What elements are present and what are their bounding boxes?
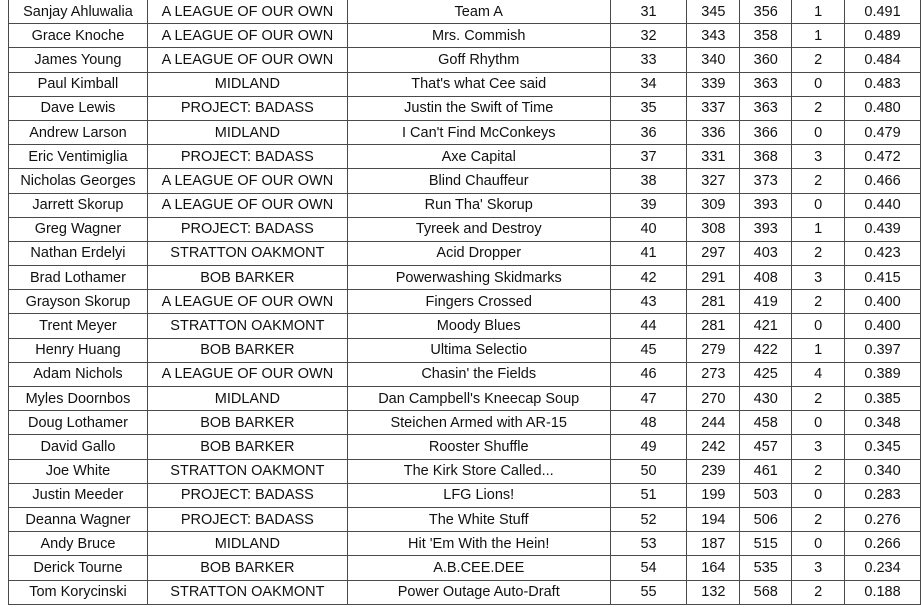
losses-cell: 373 bbox=[740, 169, 792, 193]
table-row bbox=[9, 483, 921, 507]
player-name-cell: Trent Meyer bbox=[9, 314, 148, 338]
losses-cell: 393 bbox=[740, 217, 792, 241]
win-pct-cell: 0.188 bbox=[845, 580, 921, 604]
rank-cell: 40 bbox=[610, 217, 687, 241]
team-name-cell: Justin the Swift of Time bbox=[347, 96, 610, 120]
losses-cell: 360 bbox=[740, 48, 792, 72]
rank-cell: 42 bbox=[610, 266, 687, 290]
league-name-cell: MIDLAND bbox=[147, 387, 347, 411]
win-pct-cell: 0.423 bbox=[845, 241, 921, 265]
win-pct-cell: 0.484 bbox=[845, 48, 921, 72]
player-name-cell: Nathan Erdelyi bbox=[9, 241, 148, 265]
player-name-cell: Brad Lothamer bbox=[9, 266, 148, 290]
league-name-cell: A LEAGUE OF OUR OWN bbox=[147, 169, 347, 193]
ties-cell: 3 bbox=[792, 556, 845, 580]
rank-cell: 44 bbox=[610, 314, 687, 338]
rank-cell: 31 bbox=[610, 0, 687, 24]
win-pct-cell: 0.400 bbox=[845, 290, 921, 314]
win-pct-cell: 0.415 bbox=[845, 266, 921, 290]
rank-cell: 39 bbox=[610, 193, 687, 217]
rank-cell: 45 bbox=[610, 338, 687, 362]
rank-cell: 41 bbox=[610, 241, 687, 265]
league-name-cell: MIDLAND bbox=[147, 120, 347, 144]
rank-cell: 49 bbox=[610, 435, 687, 459]
wins-cell: 297 bbox=[687, 241, 740, 265]
league-name-cell: MIDLAND bbox=[147, 532, 347, 556]
wins-cell: 308 bbox=[687, 217, 740, 241]
player-name-cell: Sanjay Ahluwalia bbox=[9, 0, 148, 24]
wins-cell: 187 bbox=[687, 532, 740, 556]
player-name-cell: Henry Huang bbox=[9, 338, 148, 362]
win-pct-cell: 0.397 bbox=[845, 338, 921, 362]
ties-cell: 0 bbox=[792, 120, 845, 144]
table-row bbox=[9, 120, 921, 144]
table-row bbox=[9, 169, 921, 193]
table-row bbox=[9, 435, 921, 459]
losses-cell: 366 bbox=[740, 120, 792, 144]
league-name-cell: PROJECT: BADASS bbox=[147, 507, 347, 531]
team-name-cell: Fingers Crossed bbox=[347, 290, 610, 314]
losses-cell: 535 bbox=[740, 556, 792, 580]
league-name-cell: STRATTON OAKMONT bbox=[147, 580, 347, 604]
player-name-cell: Myles Doornbos bbox=[9, 387, 148, 411]
ties-cell: 0 bbox=[792, 193, 845, 217]
wins-cell: 194 bbox=[687, 507, 740, 531]
team-name-cell: Ultima Selectio bbox=[347, 338, 610, 362]
ties-cell: 0 bbox=[792, 72, 845, 96]
win-pct-cell: 0.276 bbox=[845, 507, 921, 531]
losses-cell: 422 bbox=[740, 338, 792, 362]
ties-cell: 2 bbox=[792, 96, 845, 120]
table-row bbox=[9, 193, 921, 217]
player-name-cell: Adam Nichols bbox=[9, 362, 148, 386]
league-name-cell: BOB BARKER bbox=[147, 266, 347, 290]
table-row bbox=[9, 314, 921, 338]
league-name-cell: A LEAGUE OF OUR OWN bbox=[147, 24, 347, 48]
losses-cell: 403 bbox=[740, 241, 792, 265]
wins-cell: 281 bbox=[687, 314, 740, 338]
wins-cell: 340 bbox=[687, 48, 740, 72]
ties-cell: 0 bbox=[792, 532, 845, 556]
ties-cell: 1 bbox=[792, 24, 845, 48]
player-name-cell: Andy Bruce bbox=[9, 532, 148, 556]
team-name-cell: The Kirk Store Called... bbox=[347, 459, 610, 483]
win-pct-cell: 0.385 bbox=[845, 387, 921, 411]
player-name-cell: Grace Knoche bbox=[9, 24, 148, 48]
losses-cell: 419 bbox=[740, 290, 792, 314]
league-name-cell: STRATTON OAKMONT bbox=[147, 459, 347, 483]
ties-cell: 0 bbox=[792, 483, 845, 507]
wins-cell: 199 bbox=[687, 483, 740, 507]
win-pct-cell: 0.345 bbox=[845, 435, 921, 459]
team-name-cell: Mrs. Commish bbox=[347, 24, 610, 48]
losses-cell: 458 bbox=[740, 411, 792, 435]
wins-cell: 343 bbox=[687, 24, 740, 48]
losses-cell: 368 bbox=[740, 145, 792, 169]
wins-cell: 339 bbox=[687, 72, 740, 96]
wins-cell: 242 bbox=[687, 435, 740, 459]
table-row bbox=[9, 556, 921, 580]
team-name-cell: Power Outage Auto-Draft bbox=[347, 580, 610, 604]
win-pct-cell: 0.472 bbox=[845, 145, 921, 169]
table-row bbox=[9, 362, 921, 386]
player-name-cell: Deanna Wagner bbox=[9, 507, 148, 531]
table-row bbox=[9, 387, 921, 411]
win-pct-cell: 0.466 bbox=[845, 169, 921, 193]
team-name-cell: I Can't Find McConkeys bbox=[347, 120, 610, 144]
ties-cell: 2 bbox=[792, 48, 845, 72]
ties-cell: 0 bbox=[792, 411, 845, 435]
wins-cell: 327 bbox=[687, 169, 740, 193]
ties-cell: 4 bbox=[792, 362, 845, 386]
table-row bbox=[9, 96, 921, 120]
player-name-cell: Greg Wagner bbox=[9, 217, 148, 241]
league-name-cell: A LEAGUE OF OUR OWN bbox=[147, 362, 347, 386]
rank-cell: 48 bbox=[610, 411, 687, 435]
team-name-cell: Team A bbox=[347, 0, 610, 24]
losses-cell: 568 bbox=[740, 580, 792, 604]
team-name-cell: LFG Lions! bbox=[347, 483, 610, 507]
ties-cell: 2 bbox=[792, 387, 845, 411]
win-pct-cell: 0.439 bbox=[845, 217, 921, 241]
team-name-cell: Dan Campbell's Kneecap Soup bbox=[347, 387, 610, 411]
ties-cell: 1 bbox=[792, 0, 845, 24]
losses-cell: 506 bbox=[740, 507, 792, 531]
player-name-cell: David Gallo bbox=[9, 435, 148, 459]
ties-cell: 2 bbox=[792, 580, 845, 604]
losses-cell: 363 bbox=[740, 72, 792, 96]
league-name-cell: BOB BARKER bbox=[147, 435, 347, 459]
rank-cell: 34 bbox=[610, 72, 687, 96]
rank-cell: 47 bbox=[610, 387, 687, 411]
ties-cell: 2 bbox=[792, 169, 845, 193]
win-pct-cell: 0.479 bbox=[845, 120, 921, 144]
ties-cell: 3 bbox=[792, 145, 845, 169]
team-name-cell: That's what Cee said bbox=[347, 72, 610, 96]
wins-cell: 345 bbox=[687, 0, 740, 24]
league-name-cell: A LEAGUE OF OUR OWN bbox=[147, 290, 347, 314]
rank-cell: 37 bbox=[610, 145, 687, 169]
win-pct-cell: 0.283 bbox=[845, 483, 921, 507]
league-name-cell: A LEAGUE OF OUR OWN bbox=[147, 193, 347, 217]
league-name-cell: A LEAGUE OF OUR OWN bbox=[147, 48, 347, 72]
ties-cell: 2 bbox=[792, 241, 845, 265]
win-pct-cell: 0.340 bbox=[845, 459, 921, 483]
losses-cell: 356 bbox=[740, 0, 792, 24]
losses-cell: 393 bbox=[740, 193, 792, 217]
standings-table bbox=[8, 0, 921, 605]
win-pct-cell: 0.489 bbox=[845, 24, 921, 48]
player-name-cell: James Young bbox=[9, 48, 148, 72]
losses-cell: 515 bbox=[740, 532, 792, 556]
win-pct-cell: 0.480 bbox=[845, 96, 921, 120]
ties-cell: 2 bbox=[792, 290, 845, 314]
table-row bbox=[9, 0, 921, 24]
player-name-cell: Justin Meeder bbox=[9, 483, 148, 507]
wins-cell: 309 bbox=[687, 193, 740, 217]
team-name-cell: Run Tha' Skorup bbox=[347, 193, 610, 217]
table-row bbox=[9, 459, 921, 483]
rank-cell: 46 bbox=[610, 362, 687, 386]
team-name-cell: Powerwashing Skidmarks bbox=[347, 266, 610, 290]
player-name-cell: Doug Lothamer bbox=[9, 411, 148, 435]
losses-cell: 421 bbox=[740, 314, 792, 338]
player-name-cell: Paul Kimball bbox=[9, 72, 148, 96]
rank-cell: 33 bbox=[610, 48, 687, 72]
ties-cell: 3 bbox=[792, 266, 845, 290]
losses-cell: 461 bbox=[740, 459, 792, 483]
win-pct-cell: 0.440 bbox=[845, 193, 921, 217]
player-name-cell: Jarrett Skorup bbox=[9, 193, 148, 217]
wins-cell: 291 bbox=[687, 266, 740, 290]
wins-cell: 331 bbox=[687, 145, 740, 169]
team-name-cell: Tyreek and Destroy bbox=[347, 217, 610, 241]
table-row bbox=[9, 338, 921, 362]
rank-cell: 52 bbox=[610, 507, 687, 531]
league-name-cell: A LEAGUE OF OUR OWN bbox=[147, 0, 347, 24]
team-name-cell: Steichen Armed with AR-15 bbox=[347, 411, 610, 435]
rank-cell: 32 bbox=[610, 24, 687, 48]
rank-cell: 50 bbox=[610, 459, 687, 483]
rank-cell: 55 bbox=[610, 580, 687, 604]
league-name-cell: PROJECT: BADASS bbox=[147, 96, 347, 120]
table-row bbox=[9, 266, 921, 290]
losses-cell: 408 bbox=[740, 266, 792, 290]
losses-cell: 358 bbox=[740, 24, 792, 48]
wins-cell: 281 bbox=[687, 290, 740, 314]
league-name-cell: BOB BARKER bbox=[147, 411, 347, 435]
losses-cell: 425 bbox=[740, 362, 792, 386]
table-row bbox=[9, 24, 921, 48]
league-name-cell: MIDLAND bbox=[147, 72, 347, 96]
wins-cell: 279 bbox=[687, 338, 740, 362]
win-pct-cell: 0.483 bbox=[845, 72, 921, 96]
team-name-cell: Moody Blues bbox=[347, 314, 610, 338]
wins-cell: 132 bbox=[687, 580, 740, 604]
table-row bbox=[9, 580, 921, 604]
player-name-cell: Derick Tourne bbox=[9, 556, 148, 580]
win-pct-cell: 0.389 bbox=[845, 362, 921, 386]
ties-cell: 0 bbox=[792, 314, 845, 338]
table-row bbox=[9, 48, 921, 72]
wins-cell: 239 bbox=[687, 459, 740, 483]
losses-cell: 430 bbox=[740, 387, 792, 411]
win-pct-cell: 0.400 bbox=[845, 314, 921, 338]
table-row bbox=[9, 411, 921, 435]
table-row bbox=[9, 507, 921, 531]
player-name-cell: Eric Ventimiglia bbox=[9, 145, 148, 169]
rank-cell: 43 bbox=[610, 290, 687, 314]
table-row bbox=[9, 72, 921, 96]
ties-cell: 1 bbox=[792, 217, 845, 241]
team-name-cell: Chasin' the Fields bbox=[347, 362, 610, 386]
wins-cell: 273 bbox=[687, 362, 740, 386]
league-name-cell: STRATTON OAKMONT bbox=[147, 241, 347, 265]
ties-cell: 2 bbox=[792, 459, 845, 483]
table-row bbox=[9, 217, 921, 241]
team-name-cell: Hit 'Em With the Hein! bbox=[347, 532, 610, 556]
table-row bbox=[9, 290, 921, 314]
player-name-cell: Grayson Skorup bbox=[9, 290, 148, 314]
losses-cell: 457 bbox=[740, 435, 792, 459]
player-name-cell: Dave Lewis bbox=[9, 96, 148, 120]
rank-cell: 36 bbox=[610, 120, 687, 144]
ties-cell: 2 bbox=[792, 507, 845, 531]
team-name-cell: Goff Rhythm bbox=[347, 48, 610, 72]
rank-cell: 54 bbox=[610, 556, 687, 580]
table-row bbox=[9, 532, 921, 556]
losses-cell: 363 bbox=[740, 96, 792, 120]
wins-cell: 337 bbox=[687, 96, 740, 120]
team-name-cell: Axe Capital bbox=[347, 145, 610, 169]
player-name-cell: Nicholas Georges bbox=[9, 169, 148, 193]
player-name-cell: Andrew Larson bbox=[9, 120, 148, 144]
losses-cell: 503 bbox=[740, 483, 792, 507]
rank-cell: 38 bbox=[610, 169, 687, 193]
rank-cell: 53 bbox=[610, 532, 687, 556]
league-name-cell: PROJECT: BADASS bbox=[147, 217, 347, 241]
team-name-cell: The White Stuff bbox=[347, 507, 610, 531]
win-pct-cell: 0.348 bbox=[845, 411, 921, 435]
league-name-cell: BOB BARKER bbox=[147, 338, 347, 362]
team-name-cell: Blind Chauffeur bbox=[347, 169, 610, 193]
rank-cell: 51 bbox=[610, 483, 687, 507]
win-pct-cell: 0.491 bbox=[845, 0, 921, 24]
table-row bbox=[9, 145, 921, 169]
player-name-cell: Tom Korycinski bbox=[9, 580, 148, 604]
table-row bbox=[9, 241, 921, 265]
win-pct-cell: 0.266 bbox=[845, 532, 921, 556]
team-name-cell: Acid Dropper bbox=[347, 241, 610, 265]
ties-cell: 1 bbox=[792, 338, 845, 362]
league-name-cell: BOB BARKER bbox=[147, 556, 347, 580]
wins-cell: 270 bbox=[687, 387, 740, 411]
win-pct-cell: 0.234 bbox=[845, 556, 921, 580]
wins-cell: 164 bbox=[687, 556, 740, 580]
ties-cell: 3 bbox=[792, 435, 845, 459]
team-name-cell: Rooster Shuffle bbox=[347, 435, 610, 459]
league-name-cell: PROJECT: BADASS bbox=[147, 483, 347, 507]
team-name-cell: A.B.CEE.DEE bbox=[347, 556, 610, 580]
player-name-cell: Joe White bbox=[9, 459, 148, 483]
league-name-cell: PROJECT: BADASS bbox=[147, 145, 347, 169]
league-name-cell: STRATTON OAKMONT bbox=[147, 314, 347, 338]
rank-cell: 35 bbox=[610, 96, 687, 120]
wins-cell: 336 bbox=[687, 120, 740, 144]
wins-cell: 244 bbox=[687, 411, 740, 435]
